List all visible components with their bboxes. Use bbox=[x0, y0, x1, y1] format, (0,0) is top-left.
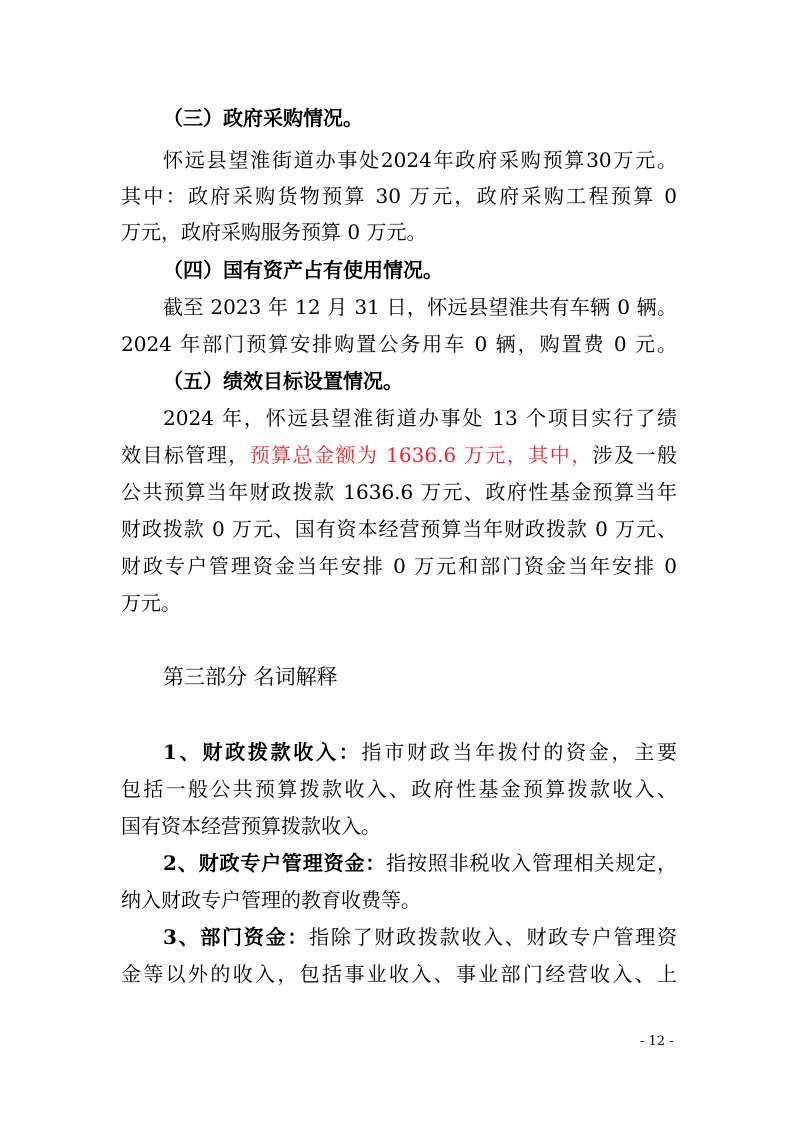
text-span: 涉及一般 bbox=[592, 443, 677, 467]
paragraph-line: 2024 年部门预算安排购置公务用车 0 辆，购置费 0 元。 bbox=[121, 332, 677, 356]
paragraph-line: 国有资本经营预算拨款收入。 bbox=[121, 814, 381, 838]
paragraph-line: 纳入财政专户管理的教育收费等。 bbox=[121, 888, 421, 912]
term-definition-line bbox=[163, 851, 677, 875]
term-label: 3、部门资金： bbox=[163, 925, 310, 949]
part-title: 第三部分 名词解释 bbox=[163, 665, 338, 689]
paragraph-line: 截至 2023 年 12 月 31 日，怀远县望淮共有车辆 0 辆。 bbox=[163, 295, 677, 319]
paragraph-line: 2024 年，怀远县望淮街道办事处 13 个项目实行了绩 bbox=[163, 406, 677, 430]
paragraph-line: 财政专户管理资金当年安排 0 万元和部门资金当年安排 0 bbox=[121, 554, 677, 578]
term-text: 指除了财政拨款收入、财政专户管理资 bbox=[309, 925, 678, 949]
term-definition-line bbox=[163, 925, 677, 949]
paragraph-line: 金等以外的收入，包括事业收入、事业部门经营收入、上 bbox=[121, 962, 677, 986]
section-heading-assets: （四）国有资产占有使用情况。 bbox=[163, 258, 443, 282]
section-heading-procurement: （三）政府采购情况。 bbox=[163, 106, 363, 130]
paragraph-line: 怀远县望淮街道办事处2024年政府采购预算30万元。 bbox=[163, 148, 677, 172]
term-label: 2、财政专户管理资金： bbox=[163, 851, 387, 875]
paragraph-line: 公共预算当年财政拨款 1636.6 万元、政府性基金预算当年 bbox=[121, 480, 677, 504]
term-label: 1、财政拨款收入： bbox=[163, 740, 362, 764]
paragraph-line: 包括一般公共预算拨款收入、政府性基金预算拨款收入、 bbox=[121, 777, 677, 801]
highlighted-budget-text: 预算总金额为 1636.6 万元，其中， bbox=[249, 443, 593, 467]
paragraph-line: 财政拨款 0 万元、国有资本经营预算当年财政拨款 0 万元、 bbox=[121, 517, 677, 541]
term-text: 指市财政当年拨付的资金，主要 bbox=[361, 740, 678, 764]
paragraph-line-highlighted bbox=[121, 443, 677, 467]
paragraph-line: 万元，政府采购服务预算 0 万元。 bbox=[121, 220, 427, 244]
page-number: - 12 - bbox=[640, 1034, 674, 1049]
paragraph-line: 万元。 bbox=[121, 591, 181, 615]
term-text: 指按照非税收入管理相关规定， bbox=[386, 851, 678, 875]
text-span: 效目标管理， bbox=[121, 443, 250, 467]
section-heading-performance: （五）绩效目标设置情况。 bbox=[163, 369, 403, 393]
paragraph-line: 其中：政府采购货物预算 30 万元，政府采购工程预算 0 bbox=[121, 184, 677, 208]
term-definition-line bbox=[163, 740, 677, 764]
